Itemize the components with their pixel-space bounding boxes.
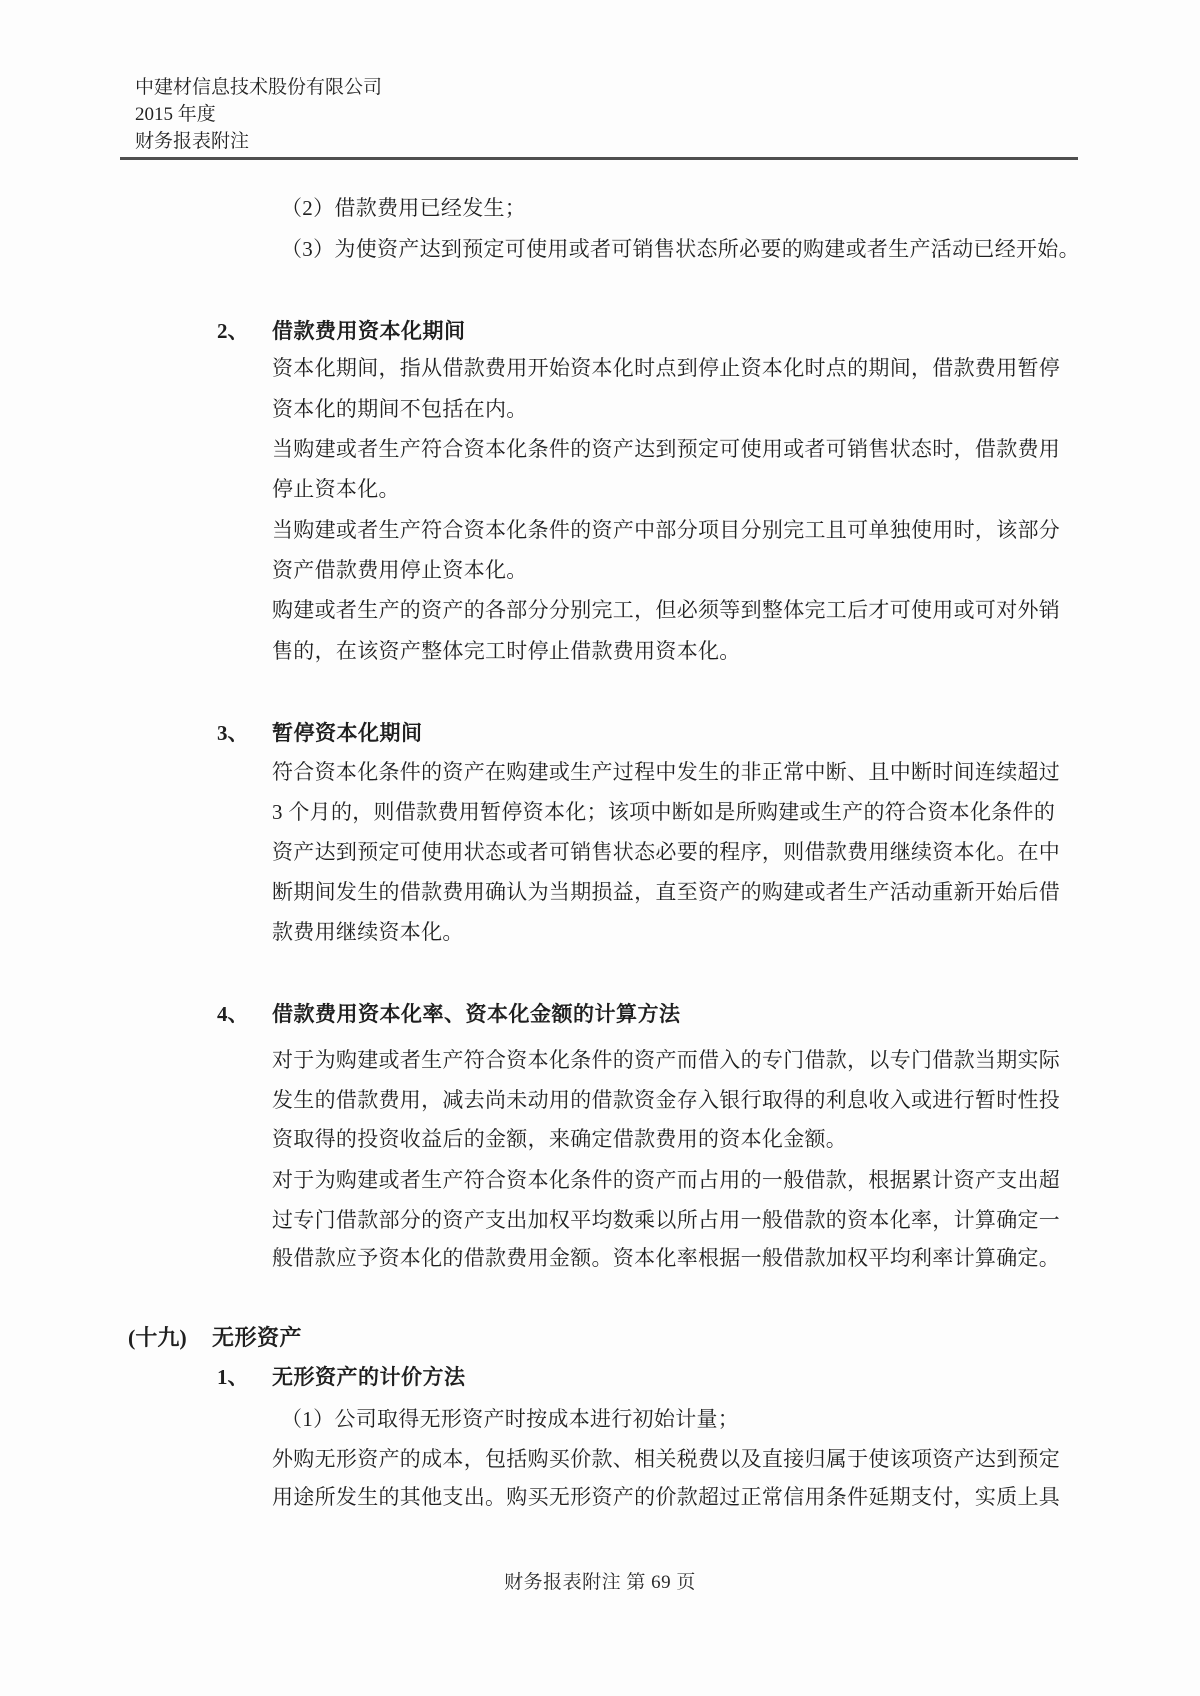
- text-line: 对于为购建或者生产符合资本化条件的资产而借入的专门借款，以专门借款当期实际: [272, 1048, 1061, 1072]
- text-line: 用途所发生的其他支出。购买无形资产的价款超过正常信用条件延期支付，实质上具: [272, 1485, 1061, 1509]
- section-title: 无形资产的计价方法: [272, 1365, 466, 1389]
- report-year: 2015 年度: [135, 104, 216, 125]
- page-footer: 财务报表附注 第 69 页: [504, 1572, 696, 1593]
- text-line: 过专门借款部分的资产支出加权平均数乘以所占用一般借款的资本化率，计算确定一: [272, 1208, 1061, 1232]
- text-line: 购建或者生产的资产的各部分分别完工，但必须等到整体完工后才可使用或可对外销: [272, 598, 1061, 622]
- list-item: （3）为使资产达到预定可使用或者可销售状态所必要的购建或者生产活动已经开始。: [281, 237, 1080, 261]
- section-title: 暂停资本化期间: [272, 721, 423, 745]
- text-line: 符合资本化条件的资产在购建或生产过程中发生的非正常中断、且中断时间连续超过: [272, 760, 1061, 784]
- text-line: 资产借款费用停止资本化。: [272, 558, 528, 582]
- text-line: 资本化期间，指从借款费用开始资本化时点到停止资本化时点的期间，借款费用暂停: [272, 356, 1061, 380]
- section-number: 3、: [217, 721, 249, 745]
- text-line: 资本化的期间不包括在内。: [272, 397, 528, 421]
- text-line: 售的，在该资产整体完工时停止借款费用资本化。: [272, 639, 741, 663]
- text-line: 般借款应予资本化的借款费用金额。资本化率根据一般借款加权平均利率计算确定。: [272, 1246, 1061, 1270]
- text-line: 发生的借款费用，减去尚未动用的借款资金存入银行取得的利息收入或进行暂时性投: [272, 1088, 1061, 1112]
- section-title: 借款费用资本化期间: [272, 319, 466, 343]
- part-number: (十九): [128, 1325, 187, 1350]
- header-divider: [120, 157, 1078, 160]
- text-line: 3 个月的，则借款费用暂停资本化；该项中断如是所购建或生产的符合资本化条件的: [272, 800, 1056, 824]
- text-line: 断期间发生的借款费用确认为当期损益，直至资产的购建或者生产活动重新开始后借: [272, 880, 1061, 904]
- list-item: （2）借款费用已经发生；: [281, 196, 527, 220]
- list-item: （1）公司取得无形资产时按成本进行初始计量；: [281, 1407, 740, 1431]
- text-line: 款费用继续资本化。: [272, 920, 464, 944]
- section-number: 4、: [217, 1002, 249, 1026]
- text-line: 资取得的投资收益后的金额，来确定借款费用的资本化金额。: [272, 1127, 848, 1151]
- section-heading: [0, 1357, 1200, 1398]
- part-title: 无形资产: [212, 1325, 303, 1350]
- text-line: 当购建或者生产符合资本化条件的资产达到预定可使用或者可销售状态时，借款费用: [272, 437, 1061, 461]
- text-line: 停止资本化。: [272, 477, 400, 501]
- company-name: 中建材信息技术股份有限公司: [135, 77, 383, 98]
- section-title: 借款费用资本化率、资本化金额的计算方法: [272, 1002, 681, 1026]
- section-heading: [0, 713, 1200, 754]
- text-line: 外购无形资产的成本，包括购买价款、相关税费以及直接归属于使该项资产达到预定: [272, 1447, 1061, 1471]
- text-line: 资产达到预定可使用状态或者可销售状态必要的程序，则借款费用继续资本化。在中: [272, 840, 1061, 864]
- text-line: 当购建或者生产符合资本化条件的资产中部分项目分别完工且可单独使用时，该部分: [272, 518, 1061, 542]
- section-heading: [0, 311, 1200, 352]
- text-line: 对于为购建或者生产符合资本化条件的资产而占用的一般借款，根据累计资产支出超: [272, 1168, 1061, 1192]
- section-heading: [0, 994, 1200, 1035]
- section-number: 2、: [217, 319, 249, 343]
- doc-title: 财务报表附注: [135, 131, 250, 152]
- part-heading: [0, 1317, 1200, 1358]
- section-number: 1、: [217, 1365, 249, 1389]
